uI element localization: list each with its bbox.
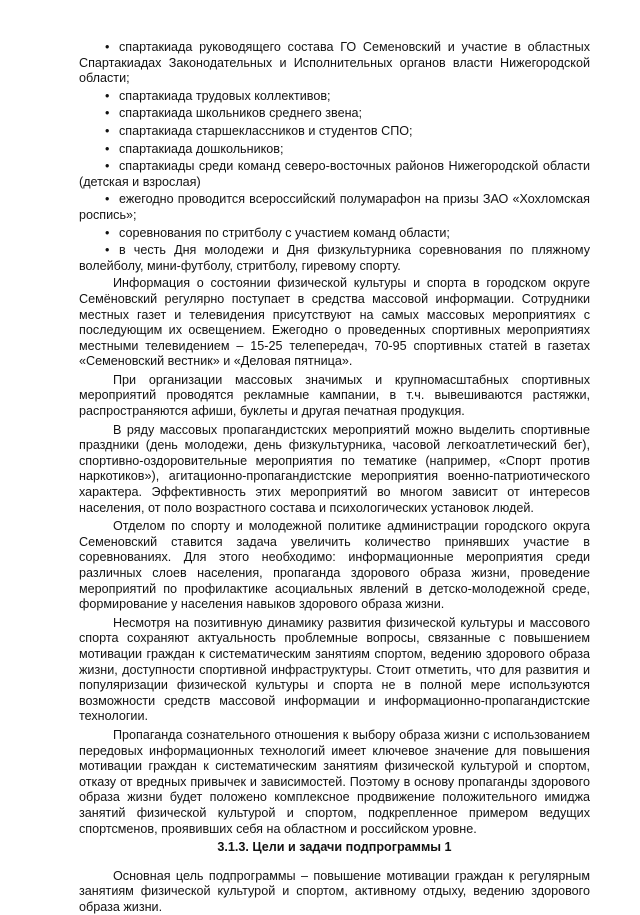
paragraph-healthy-lifestyle: Пропаганда сознательного отношения к выбору образа жизни с использованием передовых информационных технологий имеет ключевое значение для повышения мотивации граждан к систематическим занятиям физической культурой и спортом, отказу от вредных привычек и зависимостей. Поэтому в основу пропаганды здорового образа жизни будет положено комплексное продвижение положительного имиджа занятий физической культурой и спортом, подкрепленное примером ведущих спортсменов, проявивших себя на областном и российском уровне.	[79, 727, 590, 836]
list-item	[79, 124, 590, 140]
paragraph-propaganda-events: В ряду массовых пропагандистских мероприятий можно выделить спортивные праздники (день молодежи, день физкультурника, часовой легкоатлетический бег), спортивно-оздоровительные мероприятия по тематике (например, «Спорт против наркотиков»), агитационно-пропагандистские мероприятия военно-патриотического характера. Эффективность этих мероприятий во многом зависит от интересов населения, от поло возрастного состава и психологических установок людей.	[79, 422, 590, 515]
bullet-icon: •	[105, 141, 110, 156]
spacer	[79, 859, 590, 869]
list-item-text: соревнования по стритболу с участием команд области;	[119, 225, 450, 240]
paragraph-department-task: Отделом по спорту и молодежной политике администрации городского округа Семеновский ставится задача увеличить количество принявших участие в соревнованиях. Для этого необходимо: информационные мероприятия среди различных слоев населения, пропаганда здорового образа жизни, проведение мероприятий по профилактике асоциальных явлений в детско-молодежной среде, формирование у населения навыков здорового образа жизни.	[79, 519, 590, 612]
list-item	[79, 142, 590, 158]
paragraph-media-info: Информация о состоянии физической культуры и спорта в городском округе Семёновский регулярно поступает в средства массовой информации. Сотрудники местных газет и телевидения присутствуют на самых массовых мероприятиях с последующим их освещением. Ежегодно о проведенных спортивных мероприятиях местными телевидением – 15-25 телепередач, 70-95 спортивных статей в газетах «Семеновский вестник» и «Деловая пятница».	[79, 276, 590, 369]
list-item	[79, 40, 590, 87]
list-item	[79, 89, 590, 105]
paragraph-advertising: При организации массовых значимых и крупномасштабных спортивных мероприятий проводятся рекламные кампании, в т.ч. вывешиваются растяжки, распространяются афиши, буклеты и другая печатная продукция.	[79, 372, 590, 419]
bullet-icon: •	[105, 88, 110, 103]
list-item-text: спартакиады среди команд северо-восточных районов Нижегородской области (детская и взрослая)	[79, 159, 590, 189]
list-item	[79, 192, 590, 223]
bullet-icon: •	[105, 225, 110, 240]
bullet-icon: •	[105, 159, 110, 174]
bullet-icon: •	[105, 106, 110, 121]
bullet-icon: •	[105, 123, 110, 138]
bullet-icon: •	[105, 243, 110, 258]
list-item-text: спартакиада старшеклассников и студентов СПО;	[119, 123, 413, 138]
list-item-text: спартакиада трудовых коллективов;	[119, 88, 331, 103]
list-item	[79, 226, 590, 242]
list-item	[79, 159, 590, 190]
list-item-text: спартакиада дошкольников;	[119, 141, 284, 156]
bullet-list	[79, 40, 590, 274]
section-heading: 3.1.3. Цели и задачи подпрограммы 1	[217, 840, 452, 855]
list-item-text: спартакиада руководящего состава ГО Семеновский и участие в областных Спартакиадах Законодательных и Исполнительных органов власти Нижегородской области;	[79, 40, 590, 86]
list-item-text: спартакиада школьников среднего звена;	[119, 106, 363, 121]
list-item-text: в честь Дня молодежи и Дня физкультурника соревнования по пляжному волейболу, мини-футболу, стритболу, гиревому спорту.	[79, 243, 590, 273]
bullet-icon: •	[105, 192, 110, 207]
paragraph-main-goal: Основная цель подпрограммы – повышение мотивации граждан к регулярным занятиям физической культурой и спортом, активному отдыху, ведению здорового образа жизни.	[79, 868, 590, 914]
list-item	[79, 106, 590, 122]
bullet-icon: •	[105, 40, 110, 54]
list-item	[79, 243, 590, 274]
list-item-text: ежегодно проводится всероссийский полумарафон на призы ЗАО «Хохломская роспись»;	[79, 192, 590, 222]
paragraph-problems: Несмотря на позитивную динамику развития физической культуры и массового спорта сохраняют актуальность проблемные вопросы, связанные с повышением мотивации граждан к систематическим занятиям спортом, ведению здорового образа жизни, доступности спортивной инфраструктуры. Стоит отметить, что для развития и популяризации физической культуры и спорта не в полной мере используются возможности средств массовой информации и информационно-пропагандистские технологии.	[79, 615, 590, 724]
